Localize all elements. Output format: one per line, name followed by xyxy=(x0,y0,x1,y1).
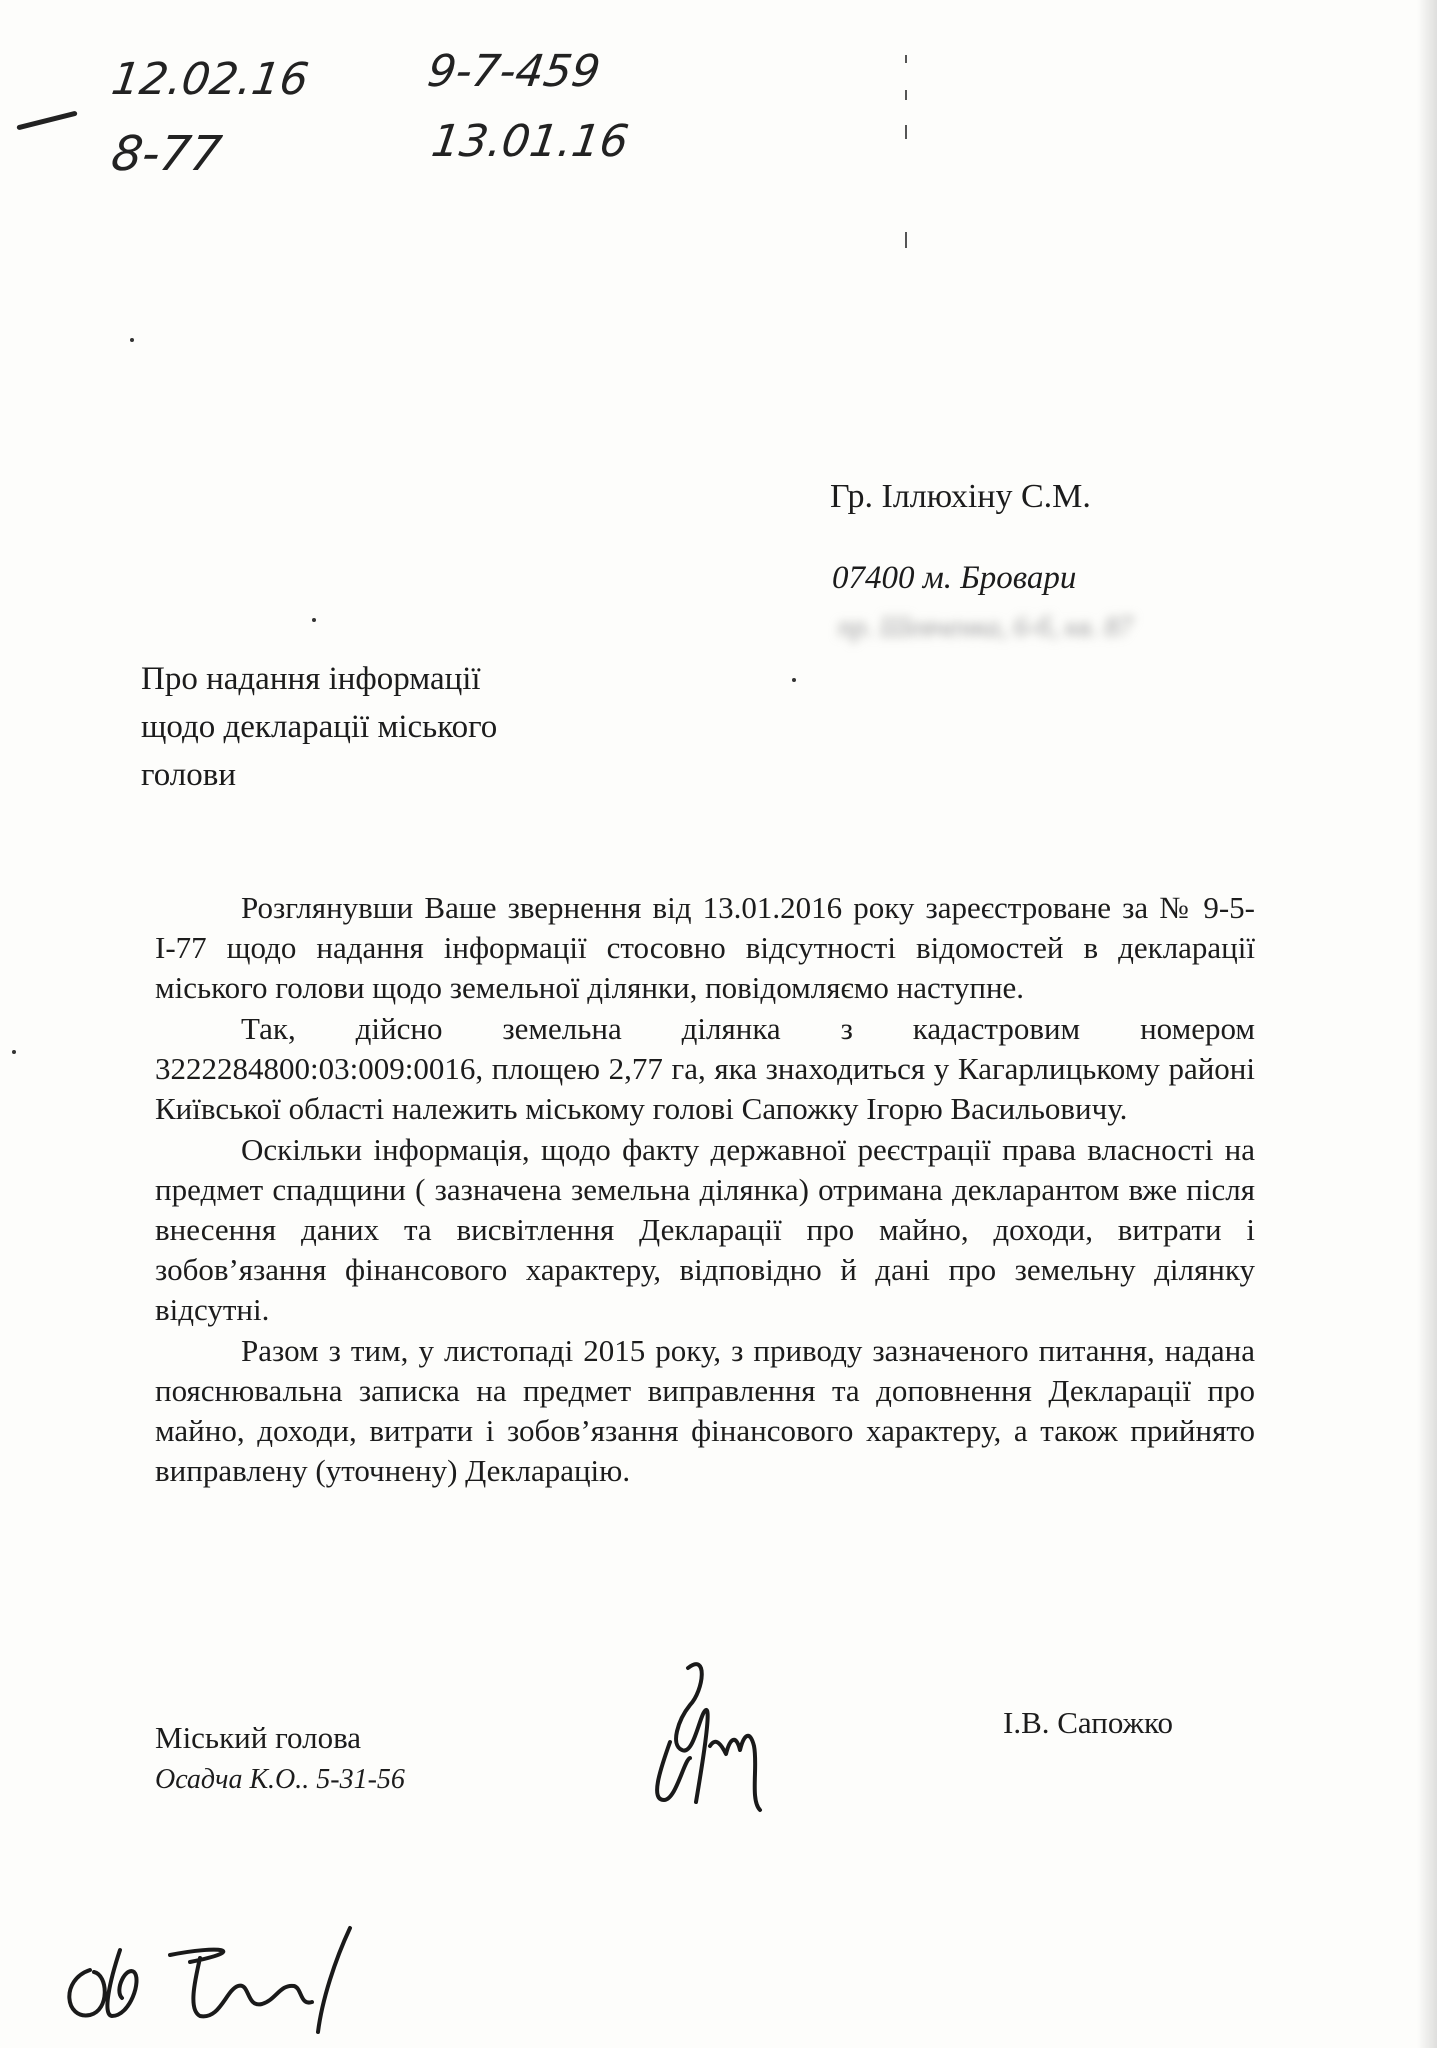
scan-mark xyxy=(905,90,907,100)
handwritten-ref-top: 9-7-459 xyxy=(424,46,604,97)
scan-speck xyxy=(792,678,796,682)
signatory-name: І.В. Сапожко xyxy=(1003,1705,1174,1740)
body-paragraph: Разом з тим, у листопаді 2015 року, з приводу зазначеного питання, надана пояснювальна записка на предмет виправлення та доповнення Декларації про майно, доходи, витрати і зобов’язання фінансового характеру, а також прийнято виправлену (уточнену) Декларацію. xyxy=(155,1333,1255,1488)
signatory-title: Міський голова xyxy=(155,1720,362,1755)
recipient-name: Гр. Іллюхіну С.М. xyxy=(830,478,1091,515)
body-paragraph: Розглянувши Ваше звернення від 13.01.2016 року зареєстроване за № 9-5-І-77 щодо надання інформації стосовно відсутності відомостей в декларації міського голови щодо земельної ділянки, повідомляємо наступне. xyxy=(155,890,1255,1005)
scan-speck xyxy=(12,1050,16,1054)
recipient-city: 07400 м. Бровари xyxy=(832,560,1077,596)
scan-edge-shadow xyxy=(1417,0,1437,2048)
scan-speck xyxy=(312,618,316,622)
handwritten-ref-left: 8-77 xyxy=(108,126,225,182)
body-paragraph: Так, дійсно земельна ділянка з кадастровим номером 3222284800:03:009:0016, площею 2,77 га, яка знаходиться у Кагарлицькому районі Київської області належить міському голові Сапожку Ігорю Васильовичу. xyxy=(155,1011,1255,1126)
handwritten-date-bottom: 13.01.16 xyxy=(428,116,632,167)
letter-subject: Про надання інформації щодо декларації міського голови xyxy=(141,661,498,793)
recipient-street-blurred: пр. Шевченка, 6-б, кв. 87 xyxy=(838,612,1133,643)
scan-mark xyxy=(905,232,907,248)
scan-speck xyxy=(130,338,134,342)
clerk-signature xyxy=(50,1920,370,2040)
handwritten-dash xyxy=(16,111,77,131)
scan-mark xyxy=(905,125,907,139)
mayor-signature xyxy=(630,1650,800,1820)
letter-body xyxy=(155,888,1255,1492)
handwritten-date-top: 12.02.16 xyxy=(108,54,312,105)
body-paragraph: Оскільки інформація, щодо факту державної реєстрації права власності на предмет спадщини ( зазначена земельна ділянка) отримана декларантом вже після внесення даних та висвітлення Декларації про майно, доходи, витрати і зобов’язання фінансового характеру, відповідно й дані про земельну ділянку відсутні. xyxy=(155,1132,1255,1327)
scan-mark xyxy=(905,55,907,63)
executor-contact: Осадча К.О.. 5-31-56 xyxy=(155,1764,405,1795)
